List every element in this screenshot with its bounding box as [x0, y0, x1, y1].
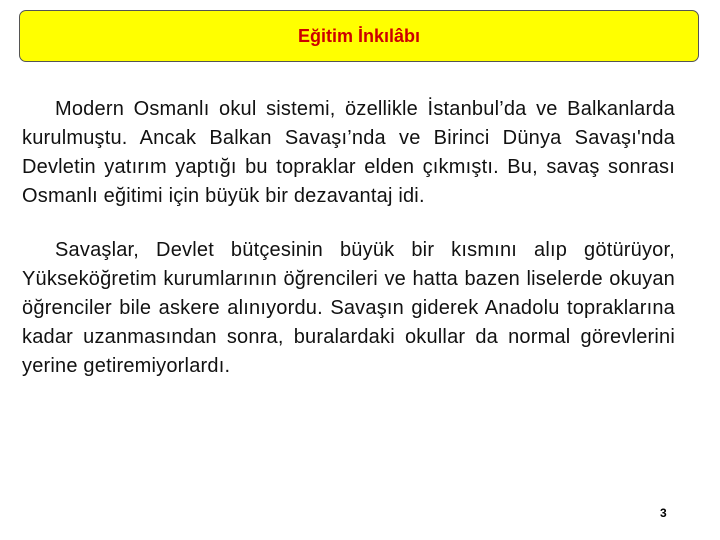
slide-title: Eğitim İnkılâbı: [297, 25, 421, 46]
body-paragraph-1: Modern Osmanlı okul sistemi, özellikle İstanbul’da ve Balkanlarda kurulmuştu. Ancak Balkan Savaşı’nda ve Birinci Dünya Savaşı'nda Devletin yatırım yaptığı bu topraklar elden çıkmıştı. Bu, savaş sonrası Osmanlı eğitimi için büyük bir dezavantaj idi.: [22, 98, 675, 207]
title-banner: [19, 10, 699, 62]
body-paragraph-2: Savaşlar, Devlet bütçesinin büyük bir kısmını alıp götürüyor, Yükseköğretim kurumlarının öğrencileri ve hatta bazen liselerde okuyan öğrenciler bile askere alınıyordu. Savaşın giderek Anadolu topraklarına kadar uzanmasından sonra, buralardaki okullar da normal görevlerini yerine getiremiyorlardı.: [22, 239, 675, 377]
slide-body: [22, 95, 675, 381]
page-number: 3: [660, 506, 667, 520]
